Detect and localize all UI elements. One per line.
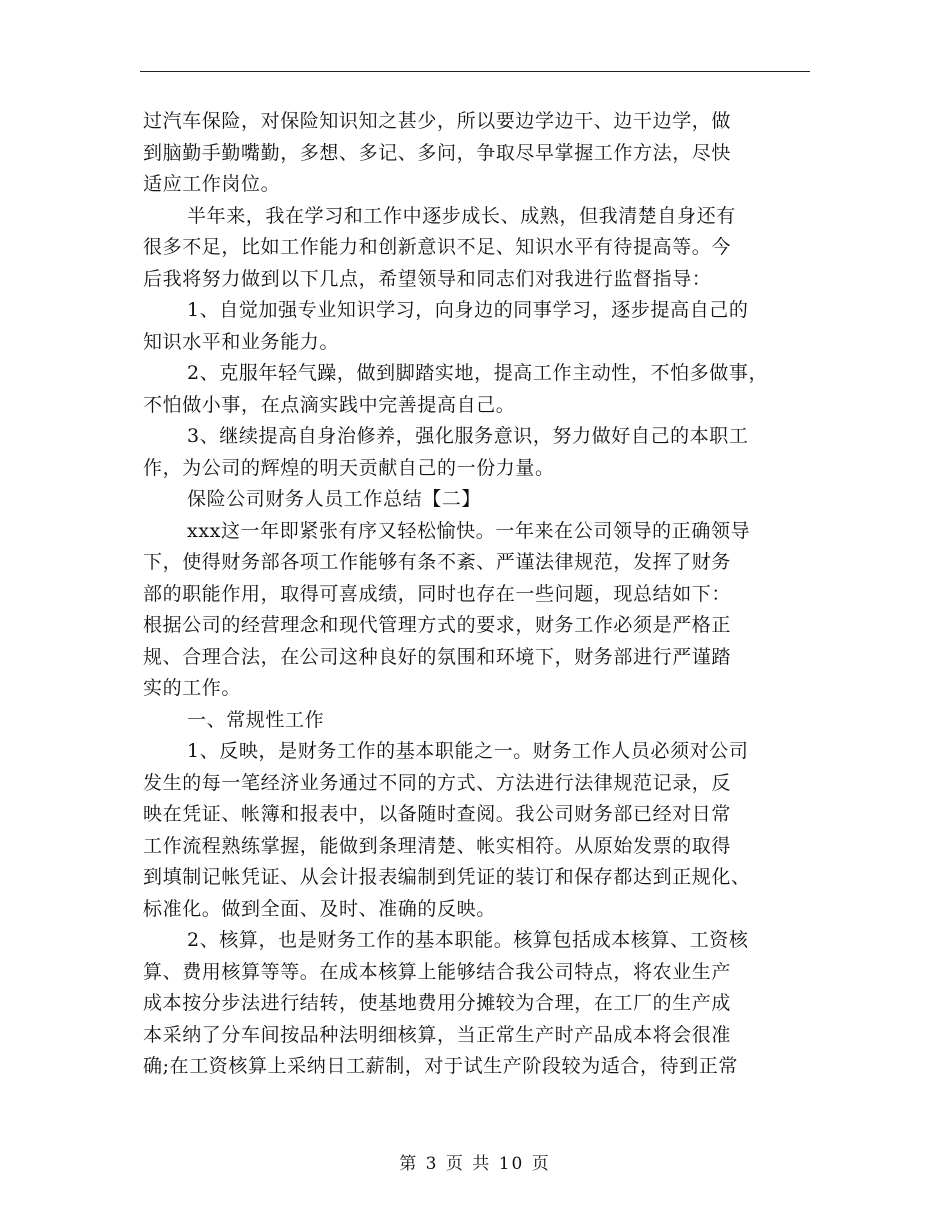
text-line: 保险公司财务人员工作总结【二】 — [187, 488, 482, 510]
text-line: 确;在工资核算上采纳日工薪制，对于试生产阶段较为适合，待到正常 — [143, 1055, 739, 1077]
text-line: 2、核算，也是财务工作的基本职能。核算包括成本核算、工资核 — [187, 929, 749, 951]
text-line: 根据公司的经营理念和现代管理方式的要求，财务工作必须是严格正 — [143, 614, 732, 636]
text-line: 发生的每一笔经济业务通过不同的方式、方法进行法律规范记录，反 — [143, 771, 732, 794]
text-line: 1、反映，是财务工作的基本职能之一。财务工作人员必须对公司 — [187, 740, 749, 762]
text-line: 后我将努力做到以下几点，希望领导和同志们对我进行监督指导： — [143, 267, 712, 290]
text-line: 工作流程熟练掌握，能做到条理清楚、帐实相符。从原始发票的取得 — [143, 834, 732, 857]
text-line: 成本按分步法进行结转，使基地费用分摊较为合理，在工厂的生产成 — [143, 992, 732, 1014]
text-line: 标准化。做到全面、及时、准确的反映。 — [143, 897, 496, 920]
text-line: 3、继续提高自身治修养，强化服务意识，努力做好自己的本职工 — [187, 425, 749, 447]
text-line: 作，为公司的辉煌的明天贡献自己的一份力量。 — [143, 456, 555, 479]
text-line: 到填制记帐凭证、从会计报表编制到凭证的装订和保存都达到正规化、 — [143, 866, 751, 888]
text-line: 1、自觉加强专业知识学习，向身边的同事学习，逐步提高自己的 — [187, 299, 749, 321]
document-body — [143, 106, 813, 1083]
text-line: 半年来，我在学习和工作中逐步成长、成熟，但我清楚自身还有 — [187, 204, 736, 227]
text-line: 到脑勤手勤嘴勤，多想、多记、多问，争取尽早掌握工作方法，尽快 — [143, 141, 732, 164]
text-line: 部的职能作用，取得可喜成绩，同时也存在一些问题，现总结如下： — [143, 582, 732, 605]
text-line: 很多不足，比如工作能力和创新意识不足、知识水平有待提高等。今 — [143, 236, 732, 258]
text-line: 2、克服年轻气躁，做到脚踏实地，提高工作主动性，不怕多做事， — [187, 362, 769, 384]
text-line: 下，使得财务部各项工作能够有条不紊、严谨法律规范，发挥了财务 — [143, 551, 732, 573]
header-rule — [140, 71, 810, 72]
text-line: 本采纳了分车间按品种法明细核算，当正常生产时产品成本将会很准 — [143, 1023, 732, 1046]
text-line: 实的工作。 — [143, 677, 242, 699]
text-line: 适应工作岗位。 — [143, 173, 281, 195]
text-line: 映在凭证、帐簿和报表中，以备随时查阅。我公司财务部已经对日常 — [143, 803, 732, 825]
text-line: xxx这一年即紧张有序又轻松愉快。一年来在公司领导的正确领导 — [187, 519, 751, 542]
text-line: 规、合理合法，在公司这种良好的氛围和环境下，财务部进行严谨踏 — [143, 645, 732, 668]
text-line: 知识水平和业务能力。 — [143, 330, 340, 353]
text-line: 过汽车保险，对保险知识知之甚少，所以要边学边干、边干边学，做 — [143, 110, 732, 132]
text-line: 不怕做小事，在点滴实践中完善提高自己。 — [143, 393, 516, 416]
text-line: 一、常规性工作 — [187, 708, 325, 731]
page-number: 第 3 页 共 10 页 — [399, 1154, 551, 1174]
text-line: 算、费用核算等等。在成本核算上能够结合我公司特点，将农业生产 — [143, 960, 732, 983]
